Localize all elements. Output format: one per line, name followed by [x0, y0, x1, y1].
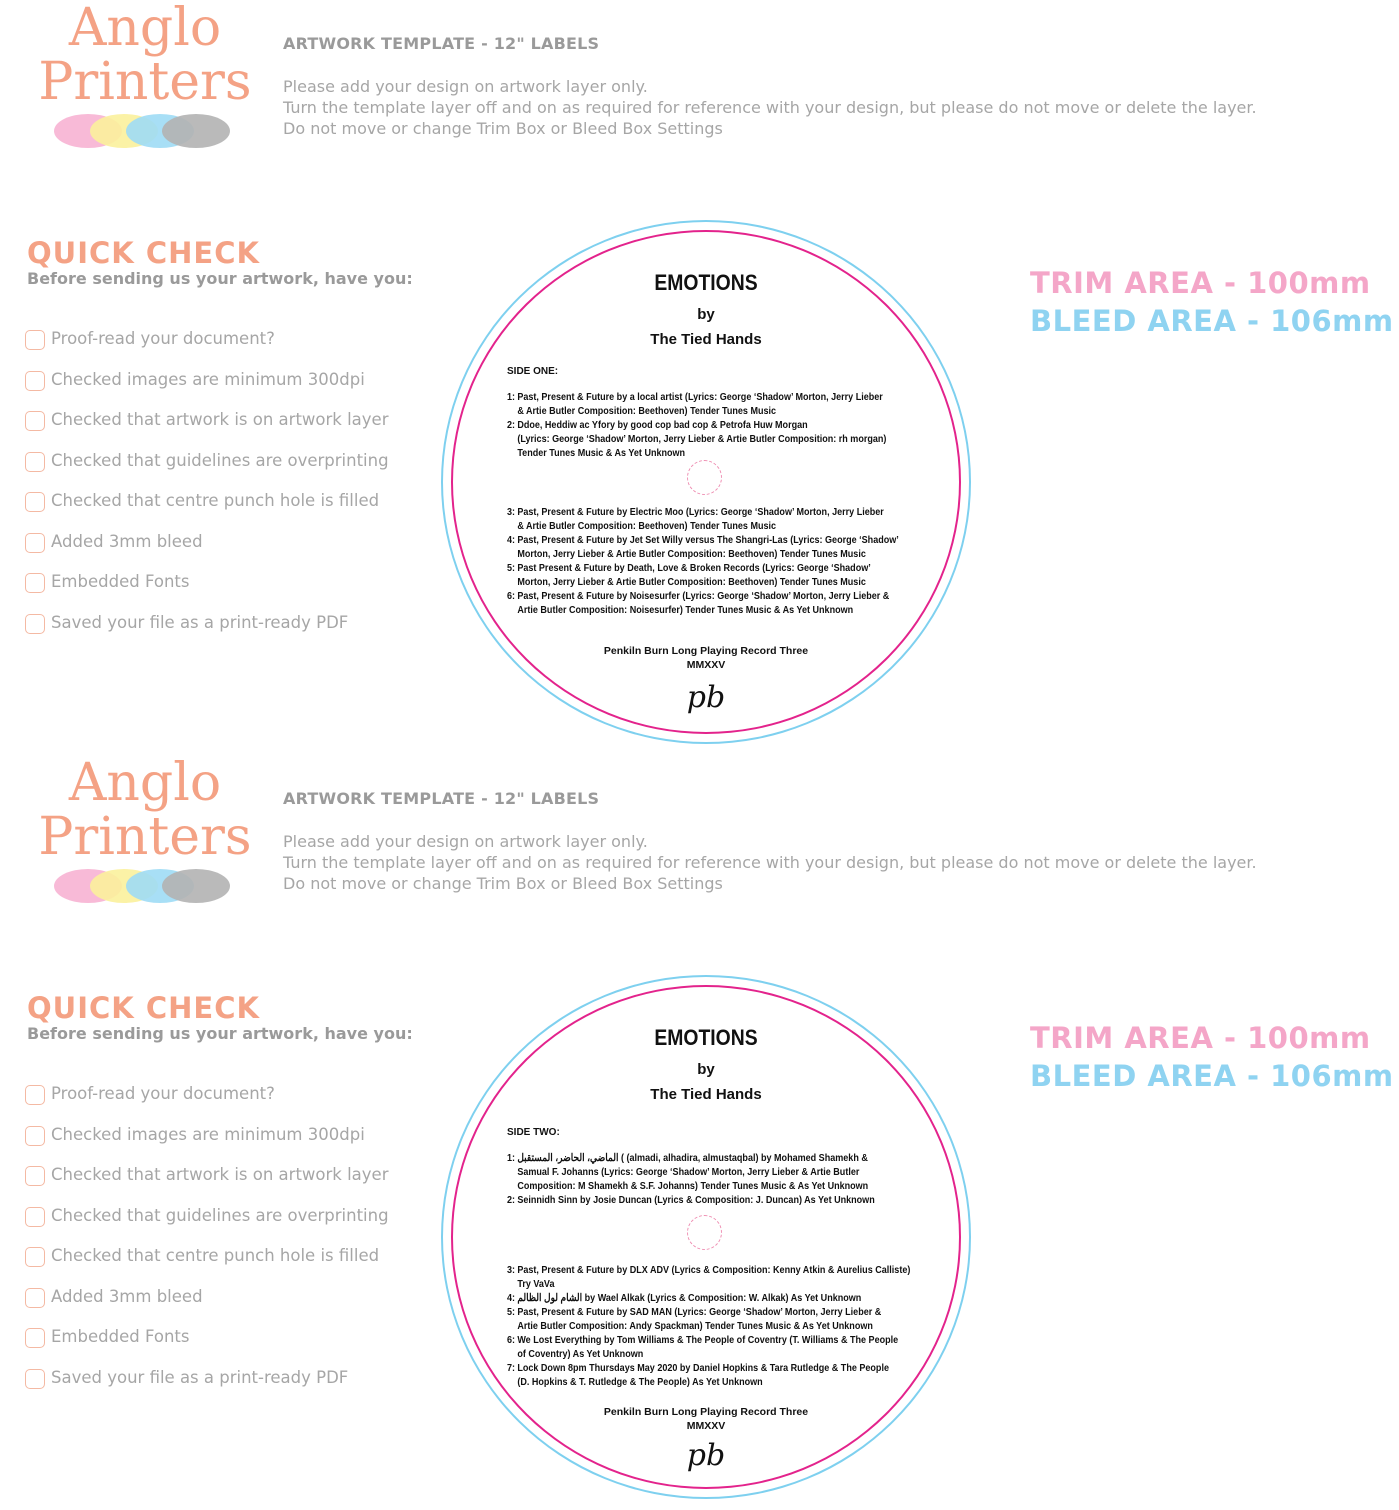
- checkbox[interactable]: [25, 492, 45, 512]
- label-year: MMXXV: [686, 659, 726, 671]
- album-artist: The Tied Hands: [650, 331, 762, 348]
- track-number: 5:: [507, 1306, 516, 1318]
- checklist-item-label: Proof-read your document?: [51, 1084, 275, 1103]
- checkbox[interactable]: [25, 1207, 45, 1227]
- track-text: & Artie Butler Composition: Beethoven) Tender Tunes Music: [517, 405, 777, 417]
- track-text: Past, Present & Future by a local artist (Lyrics: George ‘Shadow’ Morton, Jerry Lieber: [517, 391, 883, 403]
- track-number: 5:: [507, 562, 516, 574]
- track-text: Ddoe, Heddiw ac Yfory by good cop bad cop & Petrofa Huw Morgan: [517, 419, 808, 431]
- track-entry: [507, 418, 887, 460]
- checklist-item-label: Checked that artwork is on artwork layer: [51, 410, 389, 429]
- track-text: Samual F. Johanns (Lyrics: George ‘Shadow’ Morton, Jerry Lieber & Artie Butler: [517, 1166, 860, 1178]
- album-artist: The Tied Hands: [650, 1086, 762, 1103]
- template-sheet-side-two: [0, 755, 1399, 1510]
- centre-punch-hole: [687, 1215, 722, 1250]
- trim-area-label: TRIM AREA - 100mm: [1030, 1021, 1371, 1055]
- grey-oval: [162, 114, 230, 148]
- track-number: 2:: [507, 419, 516, 431]
- checklist-item-label: Saved your file as a print-ready PDF: [51, 612, 349, 632]
- quick-check-title: QUICK CHECK: [27, 236, 260, 270]
- checkbox[interactable]: [25, 1126, 45, 1146]
- checkbox[interactable]: [25, 1328, 45, 1348]
- checkbox[interactable]: [25, 452, 45, 472]
- checkbox[interactable]: [25, 1288, 45, 1308]
- label-footer: Penkiln Burn Long Playing Record Three: [603, 645, 809, 657]
- track-text: الماضي، الحاضر، المستقبل ( (almadi, alhadira, almustaqbal) by Mohamed Shamekh &: [517, 1152, 868, 1164]
- track-text: of Coventry) As Yet Unknown: [517, 1348, 644, 1360]
- track-text: (Lyrics: George ‘Shadow’ Morton, Jerry Lieber & Artie Butler Composition: rh morgan): [517, 433, 887, 445]
- track-entry: [507, 589, 890, 617]
- track-entry: [507, 1305, 882, 1333]
- template-title: ARTWORK TEMPLATE - 12" LABELS: [283, 34, 600, 53]
- track-entry: [507, 561, 871, 589]
- checklist-item-label: Checked that artwork is on artwork layer: [51, 1165, 389, 1184]
- track-text: & Artie Butler Composition: Beethoven) Tender Tunes Music: [517, 520, 777, 532]
- cmyk-ovals: [54, 114, 234, 148]
- logo-word-anglo: Anglo: [68, 753, 222, 813]
- cmyk-ovals: [54, 869, 234, 903]
- album-by: by: [697, 1061, 715, 1078]
- checklist-item-label: Checked that centre punch hole is filled: [51, 491, 380, 510]
- bleed-area-label: BLEED AREA - 106mm: [1030, 1059, 1394, 1093]
- track-text: Past, Present & Future by Noisesurfer (Lyrics: George ‘Shadow’ Morton, Jerry Lieber &: [517, 590, 890, 602]
- instruction-line: Turn the template layer off and on as required for reference with your design, but please do not move or delete the layer.: [283, 853, 1257, 872]
- track-entry: [507, 390, 883, 418]
- record-label-disc: [441, 220, 971, 744]
- track-number: 2:: [507, 1194, 516, 1206]
- track-entry: [507, 1361, 889, 1389]
- track-entry: [507, 1333, 899, 1361]
- track-number: 6:: [507, 1334, 516, 1346]
- checklist-item-label: Proof-read your document?: [51, 329, 275, 348]
- side-heading: SIDE ONE:: [507, 366, 559, 377]
- track-text: Artie Butler Composition: Noisesurfer) Tender Tunes Music & As Yet Unknown: [517, 604, 854, 616]
- track-number: 3:: [507, 506, 516, 518]
- track-text: (D. Hopkins & T. Rutledge & The People) As Yet Unknown: [517, 1376, 763, 1388]
- track-text: Lock Down 8pm Thursdays May 2020 by Daniel Hopkins & Tara Rutledge & The People: [517, 1362, 889, 1374]
- track-text: الشام لول الظالم by Wael Alkak (Lyrics & Composition: W. Alkak) As Yet Unknown: [517, 1292, 862, 1304]
- anglo-printers-logo: [30, 755, 260, 915]
- track-text: Past Present & Future by Death, Love & Broken Records (Lyrics: George ‘Shadow’: [517, 562, 871, 574]
- track-entry: [507, 1193, 875, 1207]
- checklist-item-label: Checked that guidelines are overprinting: [51, 450, 389, 470]
- checkbox[interactable]: [25, 533, 45, 553]
- checkbox[interactable]: [25, 1166, 45, 1186]
- quick-check-subtitle: Before sending us your artwork, have you:: [27, 269, 413, 288]
- album-by: by: [697, 306, 715, 323]
- checkbox[interactable]: [25, 1085, 45, 1105]
- pb-logo-mark: pb: [686, 1438, 726, 1473]
- side-heading: SIDE TWO:: [507, 1127, 560, 1138]
- checklist-item-label: Checked that guidelines are overprinting: [51, 1205, 389, 1225]
- checkbox[interactable]: [25, 330, 45, 350]
- track-number: 4:: [507, 534, 516, 546]
- checklist-item-label: Added 3mm bleed: [51, 1286, 203, 1306]
- label-footer: Penkiln Burn Long Playing Record Three: [603, 1406, 809, 1418]
- checkbox[interactable]: [25, 1247, 45, 1267]
- track-number: 1:: [507, 391, 516, 403]
- track-text: We Lost Everything by Tom Williams & The People of Coventry (T. Williams & The People: [517, 1334, 899, 1346]
- track-text: Past, Present & Future by Jet Set Willy versus The Shangri-Las (Lyrics: George ‘Shadow’: [517, 534, 899, 546]
- album-title: EMOTIONS: [654, 270, 758, 295]
- checklist-item-label: Embedded Fonts: [51, 1327, 190, 1346]
- logo-word-anglo: Anglo: [68, 0, 222, 58]
- track-text: Tender Tunes Music & As Yet Unknown: [517, 447, 686, 459]
- logo-word-printers: Printers: [38, 52, 252, 112]
- bleed-area-label: BLEED AREA - 106mm: [1030, 304, 1394, 338]
- checklist-item-label: Checked that centre punch hole is filled: [51, 1246, 380, 1265]
- instruction-line: Do not move or change Trim Box or Bleed Box Settings: [283, 119, 723, 138]
- label-year: MMXXV: [686, 1420, 726, 1432]
- centre-punch-hole: [687, 460, 722, 495]
- track-text: Past, Present & Future by DLX ADV (Lyrics & Composition: Kenny Atkin & Aurelius Calliste): [517, 1264, 911, 1276]
- track-number: 3:: [507, 1264, 516, 1276]
- trim-area-label: TRIM AREA - 100mm: [1030, 266, 1371, 300]
- track-text: Past, Present & Future by Electric Moo (Lyrics: George ‘Shadow’ Morton, Jerry Lieber: [517, 506, 884, 518]
- checklist-item-label: Checked images are minimum 300dpi: [51, 1124, 365, 1144]
- instruction-line: Please add your design on artwork layer only.: [283, 77, 648, 96]
- track-text: Morton, Jerry Lieber & Artie Butler Composition: Beethoven) Tender Tunes Music: [517, 576, 866, 588]
- instruction-line: Please add your design on artwork layer only.: [283, 832, 648, 851]
- track-text: Try VaVa: [517, 1278, 555, 1290]
- checkbox[interactable]: [25, 573, 45, 593]
- track-text: Morton, Jerry Lieber & Artie Butler Composition: Beethoven) Tender Tunes Music: [517, 548, 866, 560]
- track-number: 7:: [507, 1362, 516, 1374]
- checkbox[interactable]: [25, 1369, 45, 1389]
- track-entry: [507, 1263, 911, 1291]
- track-number: 6:: [507, 590, 516, 602]
- track-number: 4:: [507, 1292, 516, 1304]
- checklist-item-label: Checked images are minimum 300dpi: [51, 369, 365, 389]
- track-text: Artie Butler Composition: Andy Spackman) Tender Tunes Music & As Yet Unknown: [517, 1320, 873, 1332]
- quick-check-title: QUICK CHECK: [27, 991, 260, 1025]
- album-title: EMOTIONS: [654, 1025, 758, 1050]
- record-label-disc: [441, 975, 971, 1499]
- instruction-line: Turn the template layer off and on as required for reference with your design, but please do not move or delete the layer.: [283, 98, 1257, 117]
- checkbox[interactable]: [25, 371, 45, 391]
- template-title: ARTWORK TEMPLATE - 12" LABELS: [283, 789, 600, 808]
- track-entry: [507, 1151, 868, 1193]
- track-number: 1:: [507, 1152, 516, 1164]
- track-entry: [507, 505, 884, 533]
- checkbox[interactable]: [25, 614, 45, 634]
- grey-oval: [162, 869, 230, 903]
- track-text: Past, Present & Future by SAD MAN (Lyrics: George ‘Shadow’ Morton, Jerry Lieber &: [517, 1306, 882, 1318]
- anglo-printers-logo: [30, 0, 260, 160]
- track-entry: [507, 533, 899, 561]
- checkbox[interactable]: [25, 411, 45, 431]
- logo-word-printers: Printers: [38, 807, 252, 867]
- track-text: Composition: M Shamekh & S.F. Johanns) Tender Tunes Music & As Yet Unknown: [517, 1180, 869, 1192]
- pb-logo-mark: pb: [686, 680, 726, 715]
- track-entry: [507, 1291, 868, 1305]
- checklist-item-label: Added 3mm bleed: [51, 531, 203, 551]
- quick-check-subtitle: Before sending us your artwork, have you:: [27, 1024, 413, 1043]
- checklist-item-label: Saved your file as a print-ready PDF: [51, 1367, 349, 1387]
- checklist-item-label: Embedded Fonts: [51, 572, 190, 591]
- instruction-line: Do not move or change Trim Box or Bleed Box Settings: [283, 874, 723, 893]
- track-text: Seinnidh Sinn by Josie Duncan (Lyrics & Composition: J. Duncan) As Yet Unknown: [517, 1194, 875, 1206]
